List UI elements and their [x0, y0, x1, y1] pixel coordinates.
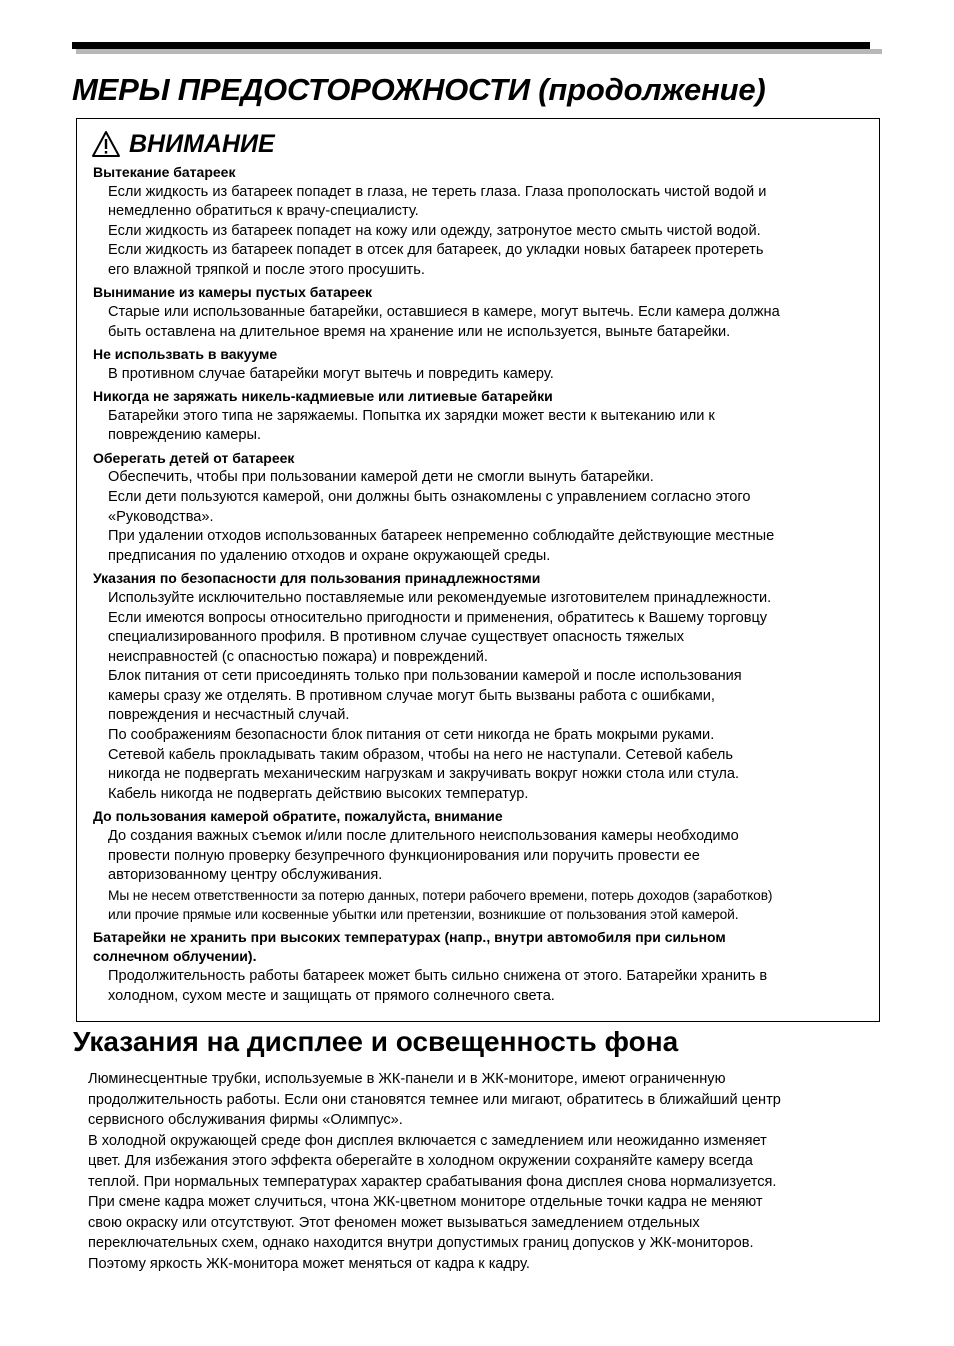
- section-line: Батарейки этого типа не заряжаемы. Попытка их зарядки может вести к вытеканию или к: [108, 407, 715, 424]
- display-section-title: Указания на дисплее и освещенность фона: [73, 1026, 679, 1057]
- section-title: Оберегать детей от батареек: [93, 449, 295, 466]
- caution-section: [93, 807, 873, 924]
- caution-section: [93, 387, 873, 446]
- paragraph-line: теплой. При нормальных температурах характер срабатывания фона дисплея снова нормализуется.: [88, 1173, 777, 1190]
- section-line: Старые или использованные батарейки, оставшиеся в камере, могут вытечь. Если камера должна: [108, 303, 780, 320]
- caution-header: [91, 127, 275, 161]
- paragraph-line: При смене кадра может случиться, чтона ЖК-цветном мониторе отдельные точки кадра не меняют: [88, 1194, 763, 1210]
- caution-section: [93, 163, 873, 280]
- section-title: Не использвать в вакууме: [93, 346, 278, 363]
- section-line: При удалении отходов использованных батареек непременно соблюдайте действующие местные: [108, 528, 775, 545]
- paragraph-line: свою окраску или отсутствуют. Этот феномен может вызываться замедлением отдельных: [88, 1214, 700, 1231]
- section-title: Указания по безопасности для пользования принадлежностями: [93, 570, 541, 587]
- section-line: немедленно обратиться к врачу-специалисту.: [108, 203, 419, 220]
- section-line: Если жидкость из батареек попадет в глаза, не тереть глаза. Глаза прополоскать чистой водой и: [108, 183, 767, 200]
- caution-body: [93, 163, 873, 1009]
- section-line: Кабель никогда не подвергать действию высоких температур.: [108, 785, 529, 802]
- page-title: МЕРЫ ПРЕДОСТОРОЖНОСТИ (продолжение): [72, 72, 766, 107]
- paragraph-line: Люминесцентные трубки, используемые в ЖК-панели и в ЖК-мониторе, имеют ограниченную: [88, 1071, 726, 1087]
- section-line: Если имеются вопросы относительно пригодности и применения, обратитесь к Вашему торговцу: [108, 609, 768, 626]
- section-line: быть оставлена на длительное время на хранение или не используется, выньте батарейки.: [108, 323, 731, 340]
- section-title: Вынимание из камеры пустых батареек: [93, 284, 372, 301]
- section-title: До пользования камерой обратите, пожалуйста, внимание: [93, 808, 503, 825]
- top-rule-shadow: [76, 49, 882, 54]
- section-line: Обеспечить, чтобы при пользовании камерой дети не смогли вынуть батарейки.: [108, 469, 654, 486]
- section-line: Мы не несем ответственности за потерю данных, потери рабочего времени, потерь доходов (заработков): [108, 887, 773, 903]
- section-line: повреждению камеры.: [108, 427, 262, 444]
- section-line: холодном, сухом месте и защищать от прямого солнечного света.: [108, 987, 555, 1004]
- section-line: Блок питания от сети присоединять только при пользовании камерой и после использования: [108, 668, 742, 685]
- section-title: солнечном облучении).: [93, 948, 257, 965]
- section-line: По соображениям безопасности блок питания от сети никогда не брать мокрыми руками.: [108, 727, 715, 744]
- section-line: Сетевой кабель прокладывать таким образом, чтобы на него не наступали. Сетевой кабель: [108, 746, 734, 763]
- section-title: Вытекание батареек: [93, 164, 236, 180]
- caution-section: [93, 569, 873, 804]
- caution-box: [76, 118, 880, 1022]
- section-line: его влажной тряпкой и после этого просушить.: [108, 261, 425, 278]
- caution-section: [93, 928, 873, 1006]
- section-title: Никогда не заряжать никель-кадмиевые или литиевые батарейки: [93, 388, 553, 405]
- top-rule: [72, 42, 870, 49]
- caution-section: [93, 449, 873, 566]
- paragraph-line: продолжительность работы. Если они становятся темнее или мигают, обратитесь в ближайший центр: [88, 1091, 781, 1108]
- paragraph-line: В холодной окружающей среде фон дисплея включается с замедлением или неожиданно изменяет: [88, 1132, 767, 1149]
- section-title: Батарейки не хранить при высоких температурах (напр., внутри автомобиля при сильном: [93, 928, 726, 945]
- section-line: Если жидкость из батареек попадет в отсек для батареек, до укладки новых батареек протереть: [108, 242, 764, 259]
- section-line: или прочие прямые или косвенные убытки или претензии, возникшие от пользования этой камерой.: [108, 907, 739, 923]
- section-line: В противном случае батарейки могут вытечь и повредить камеру.: [108, 365, 554, 382]
- warning-triangle-icon: [91, 130, 121, 158]
- caution-section: [93, 283, 873, 342]
- section-line: Если дети пользуются камерой, они должны быть ознакомлены с управлением согласно этого: [108, 489, 751, 506]
- section-line: Используйте исключительно поставляемые или рекомендуемые изготовителем принадлежности.: [108, 589, 772, 606]
- section-line: специализированного профиля. В противном случае существует опасность тяжелых: [108, 629, 685, 646]
- caution-section: [93, 345, 873, 384]
- section-line: Продолжительность работы батареек может быть сильно снижена от этого. Батарейки хранить в: [108, 967, 768, 984]
- section-line: предписания по удалению отходов и охране окружающей среды.: [108, 547, 551, 564]
- section-line: авторизованному центру обслуживания.: [108, 867, 383, 884]
- paragraph-line: сервисного обслуживания фирмы «Олимпус».: [88, 1112, 403, 1128]
- section-line: повреждения и несчастный случай.: [108, 707, 350, 724]
- caution-title: ВНИМАНИЕ: [129, 129, 275, 158]
- section-line: никогда не подвергать механическим нагрузкам и закручивать вокруг ножки стола или стула.: [108, 766, 740, 783]
- paragraph-line: цвет. Для избежания этого эффекта оберегайте в холодном окружении сохраняйте камеру всегда: [88, 1153, 753, 1169]
- paragraph-line: переключательных схем, однако находится внутри допустимых границ допусков у ЖК-мониторов.: [88, 1235, 754, 1251]
- section-line: Если жидкость из батареек попадет на кожу или одежду, затронутое место смыть чистой водой.: [108, 222, 761, 239]
- section-line: провести полную проверку безупречного функционирования или поручить провести ее: [108, 847, 700, 864]
- display-section-body: [88, 1069, 878, 1274]
- section-line: неисправностей (с опасностью пожара) и повреждений.: [108, 648, 488, 665]
- section-line: камеры сразу же отделять. В противном случае могут быть вызваны работа с ошибками,: [108, 687, 715, 704]
- section-line: До создания важных съемок и/или после длительного неиспользования камеры необходимо: [108, 827, 739, 844]
- paragraph-line: Поэтому яркость ЖК-монитора может меняться от кадра к кадру.: [88, 1255, 530, 1272]
- section-line: «Руководства».: [108, 508, 214, 525]
